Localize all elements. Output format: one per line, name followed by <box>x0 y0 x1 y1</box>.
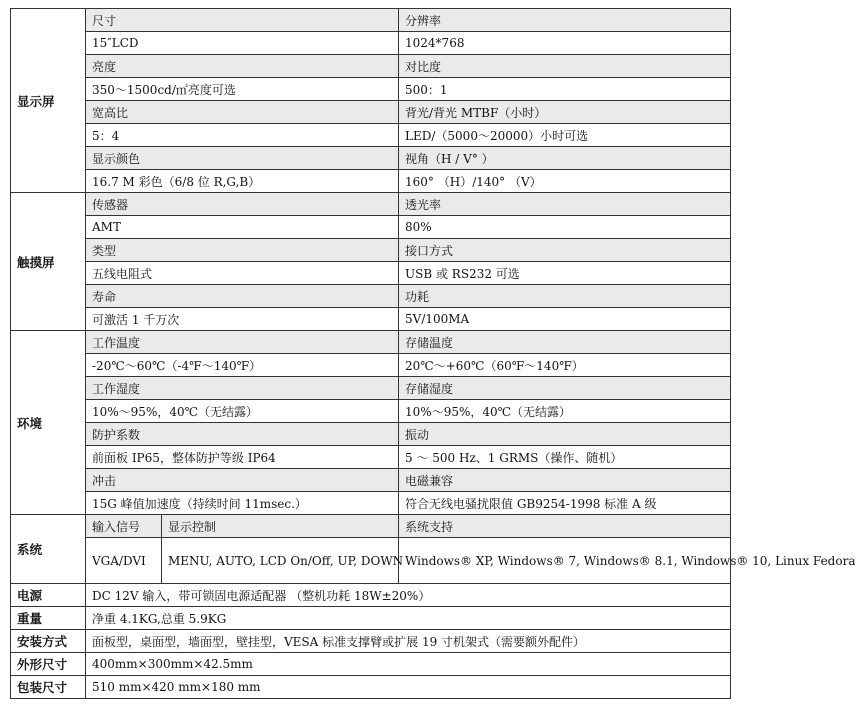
category-power: 电源 <box>11 584 86 607</box>
power-value: DC 12V 输入，带可锁固电源适配器 （整机功耗 18W±20%） <box>86 584 731 607</box>
input-value: VGA/DVI <box>86 538 162 584</box>
life-value: 可激活 1 千万次 <box>86 308 399 331</box>
st-temp-label: 存储温度 <box>399 331 731 354</box>
transmittance-value: 80% <box>399 216 731 239</box>
color-label: 显示颜色 <box>86 147 399 170</box>
vibration-value: 5 ～ 500 Hz、1 GRMS（操作、随机） <box>399 446 731 469</box>
interface-label: 接口方式 <box>399 239 731 262</box>
protect-value: 前面板 IP65，整体防护等级 IP64 <box>86 446 399 469</box>
st-hum-label: 存储湿度 <box>399 377 731 400</box>
backlight-value: LED/（5000～20000）小时可选 <box>399 124 731 147</box>
emc-value: 符合无线电骚扰限值 GB9254-1998 标准 A 级 <box>399 492 731 515</box>
aspect-value: 5：4 <box>86 124 399 147</box>
contrast-value: 500：1 <box>399 78 731 101</box>
dimensions-value: 400mm×300mm×42.5mm <box>86 653 731 676</box>
input-label: 输入信号 <box>86 515 162 538</box>
contrast-label: 对比度 <box>399 55 731 78</box>
category-touch: 触摸屏 <box>11 193 86 331</box>
weight-value: 净重 4.1KG,总重 5.9KG <box>86 607 731 630</box>
shock-label: 冲击 <box>86 469 399 492</box>
category-system: 系统 <box>11 515 86 584</box>
control-label: 显示控制 <box>162 515 399 538</box>
protect-label: 防护系数 <box>86 423 399 446</box>
touch-power-value: 5V/100MA <box>399 308 731 331</box>
mounting-value: 面板型，桌面型，墙面型，壁挂型，VESA 标准支撑臂或扩展 19 寸机架式（需要额外配件） <box>86 630 731 653</box>
angle-label: 视角（H / V° ） <box>399 147 731 170</box>
category-display: 显示屏 <box>11 9 86 193</box>
vibration-label: 振动 <box>399 423 731 446</box>
resolution-value: 1024*768 <box>399 32 731 55</box>
category-dimensions: 外形尺寸 <box>11 653 86 676</box>
spec-table <box>10 8 855 699</box>
life-label: 寿命 <box>86 285 399 308</box>
touch-type-label: 类型 <box>86 239 399 262</box>
st-hum-value: 10%～95%，40℃（无结露） <box>399 400 731 423</box>
interface-value: USB 或 RS232 可选 <box>399 262 731 285</box>
transmittance-label: 透光率 <box>399 193 731 216</box>
brightness-value: 350～1500cd/㎡亮度可选 <box>86 78 399 101</box>
backlight-label: 背光/背光 MTBF（小时） <box>399 101 731 124</box>
touch-type-value: 五线电阻式 <box>86 262 399 285</box>
op-temp-value: -20℃～60℃（-4℉～140℉） <box>86 354 399 377</box>
sensor-value: AMT <box>86 216 399 239</box>
touch-power-label: 功耗 <box>399 285 731 308</box>
sensor-label: 传感器 <box>86 193 399 216</box>
color-value: 16.7 M 彩色（6/8 位 R,G,B） <box>86 170 399 193</box>
category-environment: 环境 <box>11 331 86 515</box>
category-weight: 重量 <box>11 607 86 630</box>
brightness-label: 亮度 <box>86 55 399 78</box>
size-label: 尺寸 <box>86 9 399 32</box>
size-value: 15″LCD <box>86 32 399 55</box>
aspect-label: 宽高比 <box>86 101 399 124</box>
support-label: 系统支持 <box>399 515 731 538</box>
support-value: Windows® XP, Windows® 7, Windows® 8.1, Windows® 10, Linux Fedora <box>399 538 731 584</box>
package-value: 510 mm×420 mm×180 mm <box>86 676 731 699</box>
op-hum-value: 10%～95%，40℃（无结露） <box>86 400 399 423</box>
emc-label: 电磁兼容 <box>399 469 731 492</box>
resolution-label: 分辨率 <box>399 9 731 32</box>
op-temp-label: 工作温度 <box>86 331 399 354</box>
op-hum-label: 工作湿度 <box>86 377 399 400</box>
st-temp-value: 20℃～+60℃（60℉～140℉） <box>399 354 731 377</box>
category-mounting: 安装方式 <box>11 630 86 653</box>
category-package: 包装尺寸 <box>11 676 86 699</box>
control-value: MENU, AUTO, LCD On/Off, UP, DOWN <box>162 538 399 584</box>
shock-value: 15G 峰值加速度（持续时间 11msec.） <box>86 492 399 515</box>
angle-value: 160° （H）/140° （V） <box>399 170 731 193</box>
